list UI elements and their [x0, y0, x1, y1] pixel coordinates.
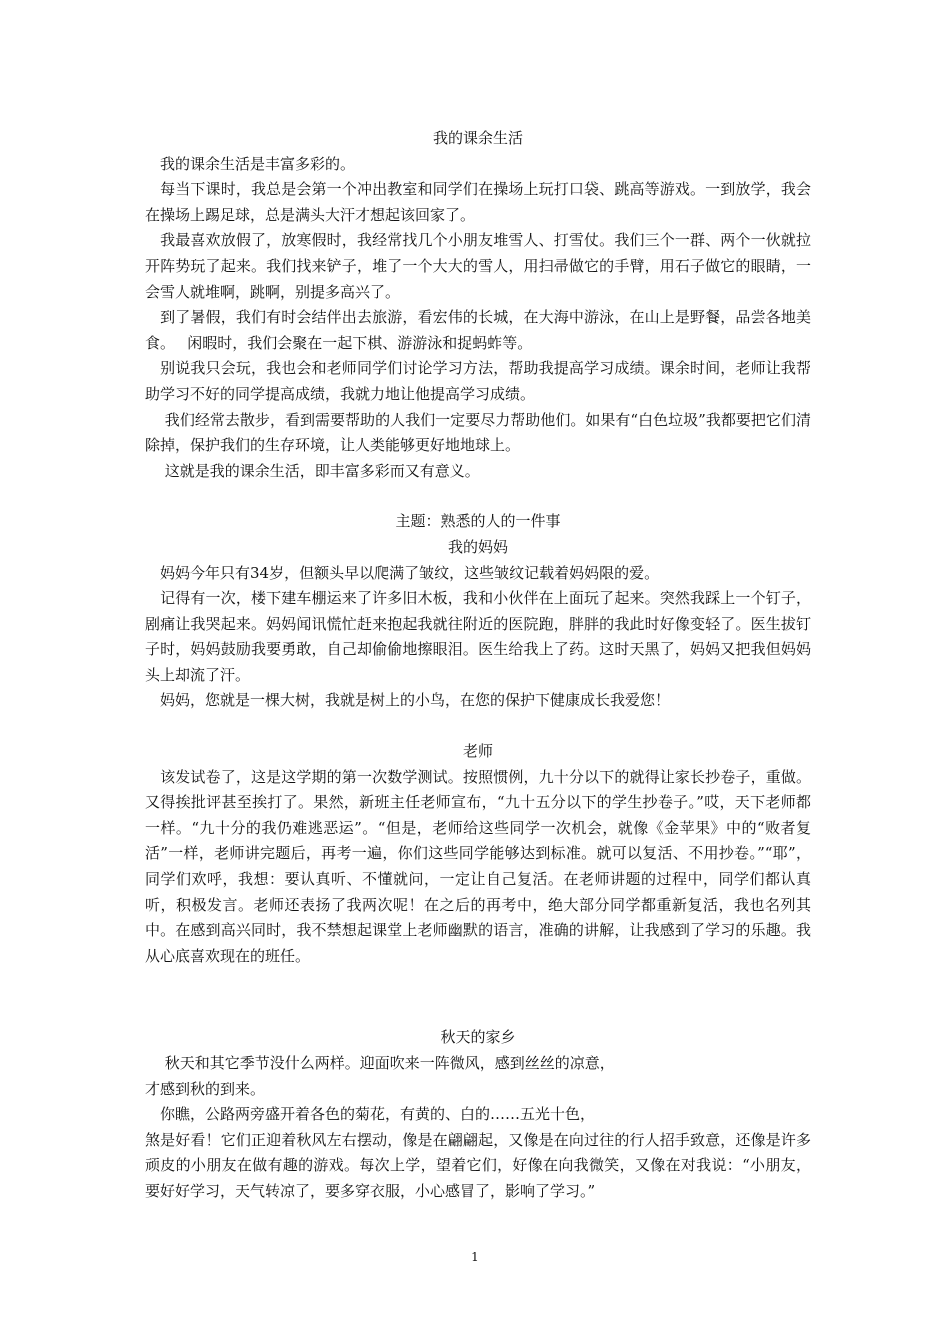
paragraph: 我的课余生活是丰富多彩的。 — [145, 154, 356, 173]
essay-title: 我的课余生活 — [432, 129, 523, 147]
paragraph: 才感到秋的到来。 — [145, 1079, 266, 1098]
essay-teacher — [145, 739, 811, 969]
essay-title: 我的妈妈 — [447, 537, 508, 556]
essay-topic: 主题：熟悉的人的一件事 — [395, 512, 561, 531]
paragraph: 记得有一次，楼下建车棚运来了许多旧木板，我和小伙伴在上面玩了起来。突然我踩上一个钉子，剧痛让我哭起来。妈妈闻讯慌忙赶来抱起我就往附近的医院跑，胖胖的我此时好像变轻了。医生拔钉子时，妈妈鼓励我要勇敢，自己却偷偷地擦眼泪。医生给我上了药。这时天黑了，妈妈又把我但妈妈头上却流了汗。 — [145, 589, 811, 684]
paragraph: 别说我只会玩，我也会和老师同学们讨论学习方法，帮助我提高学习成绩。课余时间，老师让我帮助学习不好的同学提高成绩，我就力地让他提高学习成绩。 — [145, 359, 811, 403]
paragraph: 煞是好看！它们正迎着秋风左右摆动，像是在翩翩起，又像是在向过往的行人招手致意，还像是许多顽皮的小朋友在做有趣的游戏。每次上学，望着它们，好像在向我微笑，又像在对我说：“小朋友，要好好学习，天气转凉了，要多穿衣服，小心感冒了，影响了学习。” — [145, 1130, 811, 1200]
paragraph: 你瞧，公路两旁盛开着各色的菊花，有黄的、白的……五光十色， — [145, 1105, 596, 1124]
paragraph: 妈妈，您就是一棵大树，我就是树上的小鸟，在您的保护下健康成长我爱您！ — [145, 691, 671, 710]
essay-my-mother — [145, 509, 811, 714]
spacer — [145, 484, 811, 509]
essay-title: 老师 — [462, 742, 493, 761]
paragraph: 我们经常去散步，看到需要帮助的人我们一定要尽力帮助他们。如果有“白色垃圾”我都要把它们清除掉，保护我们的生存环境，让人类能够更好地地球上。 — [145, 410, 811, 455]
paragraph: 每当下课时，我总是会第一个冲出教室和同学们在操场上玩打口袋、跳高等游戏。一到放学，我会在操场上踢足球，总是满头大汗才想起该回家了。 — [145, 180, 811, 224]
paragraph: 到了暑假，我们有时会结伴出去旅游，看宏伟的长城，在大海中游泳，在山上是野餐，品尝各地美食。 闲暇时，我们会聚在一起下棋、游游泳和捉蚂蚱等。 — [145, 308, 811, 352]
paragraph: 妈妈今年只有34岁，但额头早以爬满了皱纹，这些皱纹记载着妈妈限的爱。 — [145, 563, 660, 582]
page-number: 1 — [471, 1250, 479, 1264]
spacer — [145, 969, 811, 1025]
essay-title: 秋天的家乡 — [440, 1028, 516, 1047]
document-page — [145, 126, 811, 1205]
paragraph: 秋天和其它季节没什么两样。迎面吹来一阵微风，感到丝丝的凉意， — [145, 1054, 615, 1072]
paragraph: 这就是我的课余生活，即丰富多彩而又有意义。 — [145, 461, 480, 480]
paragraph: 该发试卷了，这是这学期的第一次数学测试。按照惯例，九十分以下的就得让家长抄卷子，重做。又得挨批评甚至挨打了。果然，新班主任老师宣布，“九十五分以下的学生抄卷子。”哎，天下老师都一样。“九十分的我仍难逃恶运”。“但是，老师给这些同学一次机会，就像《金苹果》中的“败者复活”一样，老师讲完题后，再考一遍，你们这些同学能够达到标准。就可以复活、不用抄卷。”“耶”，同学们欢呼，我想：要认真听、不懂就问，一定让自己复活。在老师讲题的过程中，同学们都认真听，积极发言。老师还表扬了我两次呢！在之后的再考中，绝大部分同学都重新复活，我也名列其中。在感到高兴同时，我不禁想起课堂上老师幽默的语言，准确的讲解，让我感到了学习的乐趣。我从心底喜欢现在的班任。 — [145, 767, 811, 965]
paragraph: 我最喜欢放假了，放寒假时，我经常找几个小朋友堆雪人、打雪仗。我们三个一群、两个一伙就拉开阵势玩了起来。我们找来铲子，堆了一个大大的雪人，用扫帚做它的手臂，用石子做它的眼睛，一会雪人就堆啊，跳啊，别提多高兴了。 — [145, 231, 811, 301]
essay-autumn-hometown — [145, 1025, 811, 1204]
essay-after-school-life — [145, 126, 811, 484]
spacer — [145, 714, 811, 739]
